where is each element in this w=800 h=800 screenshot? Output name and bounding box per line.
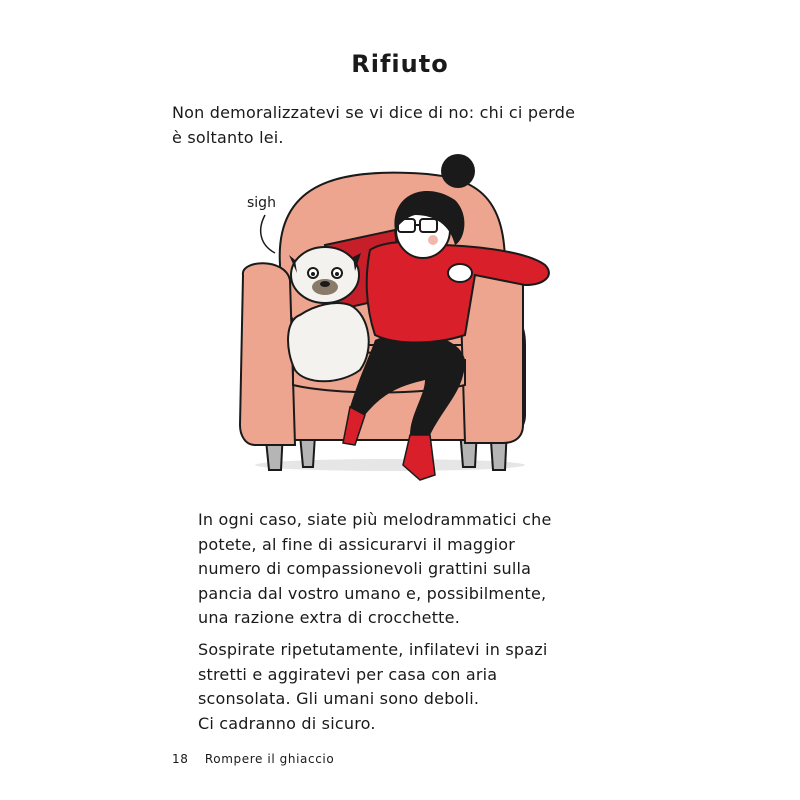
hair-bun bbox=[441, 154, 475, 188]
page-number: 18 bbox=[172, 752, 189, 766]
body-line: stretti e aggiratevi per casa con aria bbox=[198, 664, 498, 684]
body-paragraph-1 bbox=[198, 508, 598, 631]
body-line: Sospirate ripetutamente, infilatevi in spazi bbox=[198, 640, 548, 659]
body-line: numero di compassionevoli grattini sulla bbox=[198, 559, 532, 578]
intro-line: è soltanto lei. bbox=[172, 128, 284, 147]
intro-paragraph bbox=[172, 100, 592, 150]
page-title: Rifiuto bbox=[351, 50, 449, 78]
sigh-line bbox=[261, 215, 275, 253]
armchair-left-arm bbox=[240, 263, 295, 445]
body-line: pancia dal vostro umano e, possibilmente, bbox=[198, 583, 547, 603]
right-sock bbox=[403, 435, 435, 480]
intro-line: Non demoralizzatevi se vi dice di no: chi ci perde bbox=[172, 103, 576, 122]
hand bbox=[448, 264, 472, 282]
body-line: sconsolata. Gli umani sono deboli. bbox=[198, 689, 480, 708]
body-line: Ci cadranno di sicuro. bbox=[198, 713, 376, 733]
pug-body bbox=[288, 303, 369, 381]
body-paragraph-2 bbox=[198, 638, 598, 736]
running-header: Rompere il ghiaccio bbox=[204, 752, 335, 766]
sigh-caption: sigh bbox=[247, 195, 276, 211]
body-line: una razione extra di crocchette. bbox=[198, 608, 460, 627]
body-line: In ogni caso, siate più melodrammatici che bbox=[198, 510, 552, 529]
illustration-girl-pug-armchair bbox=[225, 145, 565, 495]
body-line: potete, al fine di assicurarvi il maggior bbox=[198, 534, 516, 554]
page-footer bbox=[172, 752, 346, 766]
